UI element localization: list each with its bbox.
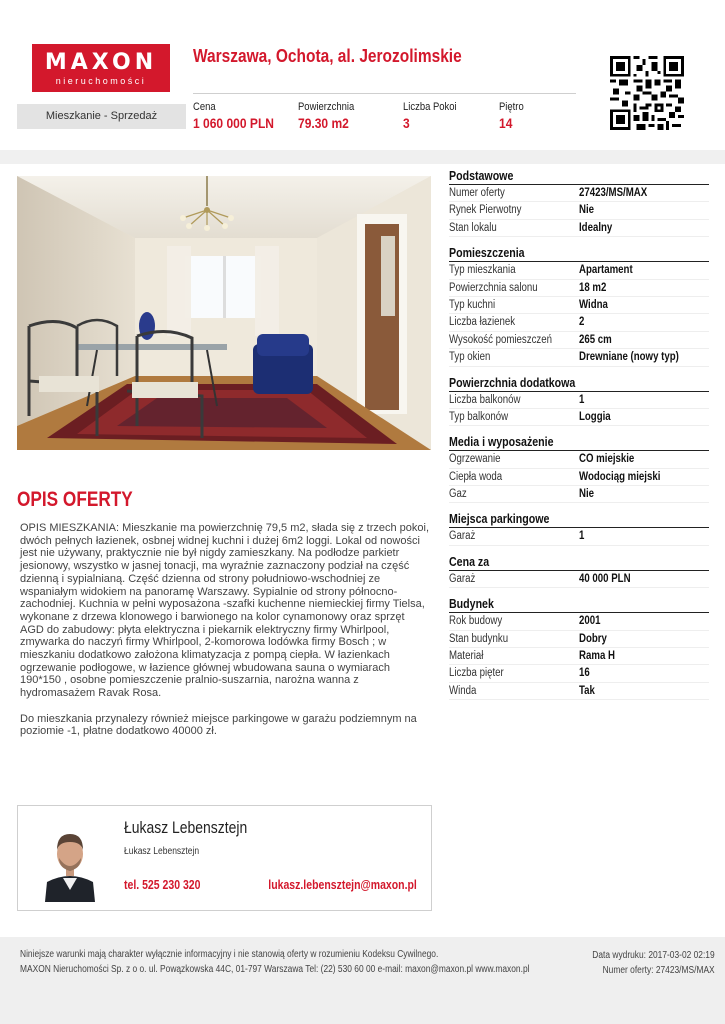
spec-row [449,280,709,297]
stat-value: 3 [403,115,410,131]
agent-email-link[interactable] [240,878,417,892]
spec-key: Liczba łazienek [449,316,516,329]
spec-key: Numer oferty [449,187,505,199]
spec-value: Idealny [579,221,613,234]
spec-row [449,665,709,682]
spec-section-heading [449,511,709,528]
spec-section-extra-area [449,375,709,427]
spec-value: 27423/MS/MAX [579,187,648,199]
spec-section-heading [449,245,709,262]
footer-line-2: MAXON Nieruchomości Sp. z o o. ul. Powązkowska 44C, 01-797 Warszawa Tel: (22) 530 60 00 e-mail: maxon@maxon.pl www.maxon.pl [20,963,530,975]
apartment-photo[interactable] [17,176,431,450]
stat-floor [499,101,528,131]
spec-value: 18 m2 [579,281,607,294]
stat-value: 14 [499,115,513,131]
spec-heading-text: Pomieszczenia [449,246,525,261]
spec-key: Rok budowy [449,615,503,628]
offer-type-badge: Mieszkanie - Sprzedaż [17,104,186,129]
qr-code-icon [610,56,684,130]
spec-row [449,451,709,468]
stat-rooms [403,101,465,131]
agent-email-text: lukasz.lebensztejn@maxon.pl [268,878,417,892]
agent-card [17,805,432,911]
spec-value: Rama H [579,650,615,663]
spec-row [449,648,709,665]
specs-panel [449,168,709,708]
description-paragraph: OPIS MIESZKANIA: Mieszkanie ma powierzchnię 79,5 m2, słada się z trzech pokoi, dwóch pełnych łazienek, osbnej widnej kuchni i dużej 6m2 loggi. Lokal od nowości jest nie używany, praktycznie nie był nigdy zamieszkany. Na podłodze parkietr jesionowy, wszystko w jasnej tonacji, ma wyraźnie zaznaczony podział na część dzienną i sypialnianą. Część dzienna od strony południowo-wschodniej ze wspaniałym widokiem na panoramę Warszawy. Sypialnie od strony północno-zachodniej. Kuchnia w pełni wyposażona -szafki kuchenne niemieckiej firmy Tielsa, wykonane z drzewa klonowego i barwionego na kolor cynamonowy oraz sprzęt AGD do zabudowy: płyta elektryczna i piekarnik elektryczny firmy Whirlpool, zmywarka do naczyń firmy Whirlpool, 2-komorowa lodówka firmy Bosch ; w mieszkaniu dodatkowo założona klimatyzacja z pompą ciepła. W łazienkach ogrzewanie podłogowe, w łazience głównej wbudowana sauna o wymiarach 190*150 , osobne pomieszczenie pralnio-suszarnia, narożna wanna z hydromasażem Ravak Rosa. [20,522,429,700]
spec-row [449,262,709,279]
title-divider [193,93,576,94]
header-band [0,150,725,164]
spec-section-rooms [449,245,709,366]
agent-subtitle: Łukasz Lebensztejn [124,846,200,857]
description-paragraph: Do mieszkania przynalezy również miejsce parkingowe w garażu podziemnym na poziomie -1, płatne dodatkowo 40000 zł. [20,712,417,738]
stat-label: Liczba Pokoi [403,101,457,113]
spec-key: Stan budynku [449,632,509,645]
spec-row [449,571,709,588]
agent-name: Łukasz Lebensztejn [124,818,248,837]
spec-section-basic [449,168,709,237]
spec-row [449,486,709,503]
spec-key: Ogrzewanie [449,453,501,466]
spec-section-building [449,596,709,700]
stat-price [193,101,287,131]
spec-key: Stan lokalu [449,221,497,234]
footer-disclaimer [20,948,529,977]
spec-heading-text: Miejsca parkingowe [449,512,550,527]
spec-value: CO miejskie [579,453,635,466]
spec-row [449,631,709,648]
spec-row [449,185,709,202]
footer-meta [569,948,715,978]
spec-row [449,528,709,545]
stat-label: Piętro [499,101,524,113]
spec-value: 16 [579,667,590,680]
spec-section-heading [449,375,709,392]
spec-row [449,349,709,366]
spec-row [449,392,709,409]
spec-row [449,297,709,314]
spec-value: 1 [579,530,585,543]
spec-row [449,332,709,349]
footer-line-1: Niniejsze warunki mają charakter wyłącznie informacyjny i nie stanowią oferty w rozumieniu Kodeksu Cywilnego. [20,949,439,960]
spec-value: Apartament [579,264,633,277]
spec-row [449,409,709,426]
spec-section-heading [449,434,709,451]
header [0,0,725,150]
spec-row [449,469,709,486]
spec-value: Loggia [579,410,611,423]
spec-value: 2 [579,316,585,329]
print-date: Data wydruku: 2017-03-02 02:19 [592,950,715,961]
spec-row [449,683,709,700]
spec-value: Nie [579,488,595,501]
spec-value: Drewniane (nowy typ) [579,351,679,364]
spec-heading-text: Powierzchnia dodatkowa [449,375,576,390]
spec-key: Typ kuchni [449,298,496,311]
agent-avatar [41,816,99,902]
spec-key: Rynek Pierwotny [449,204,522,217]
spec-section-heading [449,554,709,571]
spec-key: Ciepła woda [449,470,503,483]
spec-row [449,202,709,219]
spec-row [449,613,709,630]
spec-section-price-for [449,554,709,588]
spec-value: Wodociąg miejski [579,470,661,483]
spec-value: Nie [579,204,595,217]
spec-key: Typ okien [449,351,491,364]
spec-key: Wysokość pomieszczeń [449,333,552,346]
spec-key: Gaz [449,488,467,501]
spec-section-heading [449,596,709,613]
spec-key: Typ mieszkania [449,264,516,277]
spec-value: 40 000 PLN [579,572,631,585]
listing-title: Warszawa, Ochota, al. Jerozolimskie [193,46,462,66]
spec-value: Dobry [579,632,607,645]
spec-key: Liczba balkonów [449,393,521,406]
spec-key: Typ balkonów [449,410,509,423]
spec-heading-text: Podstawowe [449,169,514,183]
agent-phone[interactable]: tel. 525 230 320 [124,878,201,892]
spec-key: Liczba pięter [449,667,504,680]
stat-label: Cena [193,101,216,113]
spec-row [449,220,709,237]
description-title: OPIS OFERTY [17,488,133,511]
maxon-logo[interactable] [32,44,170,92]
spec-value: 265 cm [579,333,612,346]
spec-value: Widna [579,298,608,311]
spec-key: Winda [449,684,477,697]
spec-heading-text: Budynek [449,597,494,612]
spec-section-parking [449,511,709,545]
stat-area [298,101,363,131]
stat-value: 79.30 m2 [298,115,349,131]
spec-row [449,314,709,331]
spec-key: Garaż [449,530,476,543]
spec-key: Materiał [449,650,484,663]
footer-offer-number: Numer oferty: 27423/MS/MAX [602,965,715,976]
logo-brand: MAXON [44,50,158,75]
footer [0,937,725,1024]
spec-heading-text: Media i wyposażenie [449,435,554,450]
spec-value: 1 [579,393,585,406]
stat-value: 1 060 000 PLN [193,115,274,131]
spec-key: Garaż [449,572,476,585]
spec-value: Tak [579,684,595,697]
spec-key: Powierzchnia salonu [449,281,538,294]
spec-section-media [449,434,709,503]
spec-heading-text: Cena za [449,554,490,569]
stat-label: Powierzchnia [298,101,355,113]
spec-value: 2001 [579,615,601,628]
description-body [20,522,430,751]
spec-section-heading [449,168,709,185]
logo-subtitle: nieruchomości [55,76,147,86]
